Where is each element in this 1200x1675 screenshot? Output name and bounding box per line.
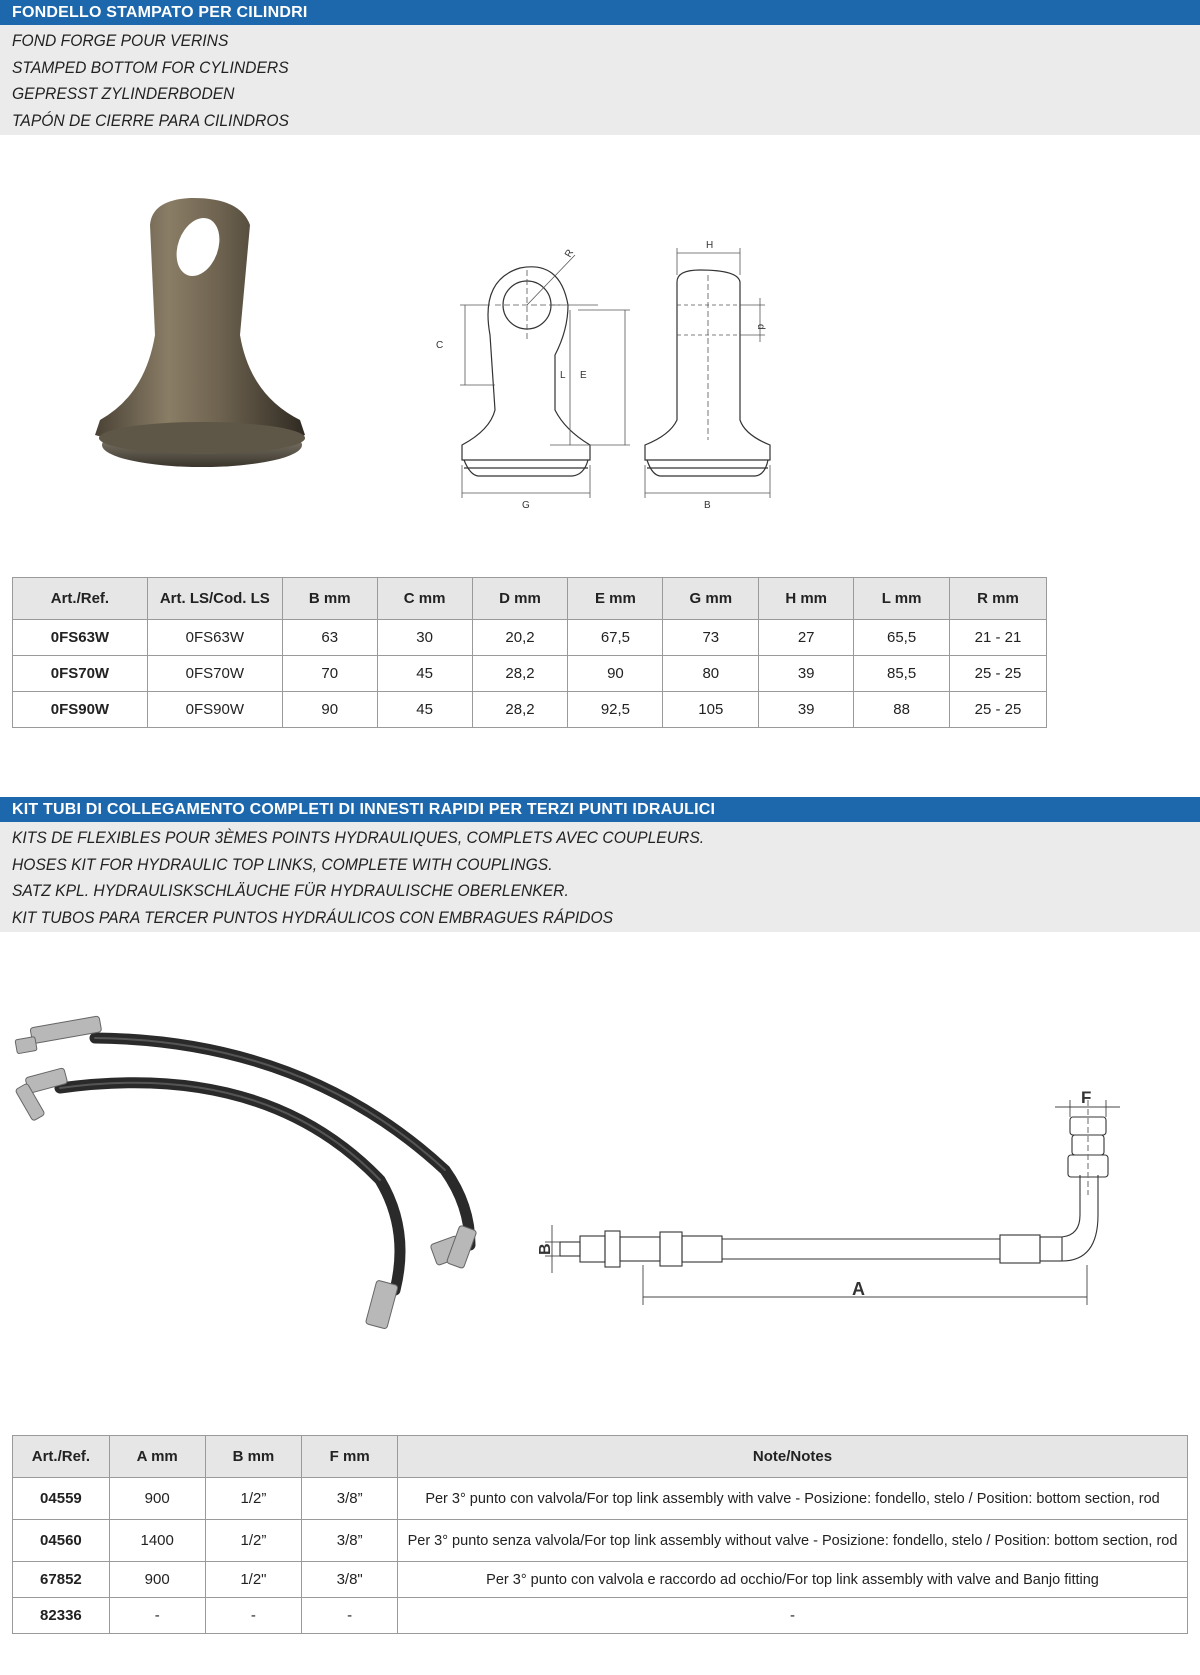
label-b: B — [704, 500, 711, 511]
spec-table-stamped-bottom — [12, 577, 1047, 728]
column-header: G mm — [663, 578, 759, 620]
label-c: C — [436, 340, 444, 351]
table-cell: 1/2” — [205, 1478, 302, 1520]
table-cell: 88 — [854, 692, 950, 728]
table-cell: 1/2" — [205, 1562, 302, 1598]
table-header-row — [13, 1436, 1188, 1478]
table-cell: 67852 — [13, 1562, 110, 1598]
label-f: F — [1081, 1088, 1092, 1107]
table-row — [13, 620, 1047, 656]
table-cell: 39 — [759, 656, 854, 692]
table-row — [13, 1562, 1188, 1598]
column-header: B mm — [205, 1436, 302, 1478]
column-header: H mm — [759, 578, 854, 620]
section1-subtitle-en: STAMPED BOTTOM FOR CYLINDERS — [12, 57, 289, 77]
table-cell: 21 - 21 — [950, 620, 1047, 656]
table-row — [13, 1478, 1188, 1520]
section2-subtitle-en: HOSES KIT FOR HYDRAULIC TOP LINKS, COMPLETE WITH COUPLINGS. — [12, 854, 553, 874]
section2-subtitle-de: SATZ KPL. HYDRAULISKSCHLÄUCHE FÜR HYDRAULISCHE OBERLENKER. — [12, 881, 569, 900]
label-a: A — [852, 1279, 865, 1299]
table-cell: 73 — [663, 620, 759, 656]
table-row — [13, 692, 1047, 728]
table-header-row — [13, 578, 1047, 620]
section2-title: KIT TUBI DI COLLEGAMENTO COMPLETI DI INNESTI RAPIDI PER TERZI PUNTI IDRAULICI — [0, 797, 1200, 822]
column-header: F mm — [302, 1436, 398, 1478]
table-cell: 80 — [663, 656, 759, 692]
column-header: B mm — [282, 578, 377, 620]
table-row — [13, 1520, 1188, 1562]
table-cell: 25 - 25 — [950, 656, 1047, 692]
column-header: Art./Ref. — [13, 578, 148, 620]
table-cell: 90 — [568, 656, 663, 692]
section1-subtitle-es: TAPÓN DE CIERRE PARA CILINDROS — [12, 110, 289, 130]
table-cell: 20,2 — [472, 620, 568, 656]
spec-table-hoses-kit — [12, 1435, 1188, 1634]
section1-subtitle-fr: FOND FORGE POUR VERINS — [12, 31, 229, 50]
label-g: G — [522, 500, 530, 511]
table-cell: - — [398, 1598, 1188, 1634]
table-cell: 39 — [759, 692, 854, 728]
column-header: C mm — [377, 578, 472, 620]
table-cell: Per 3° punto con valvola e raccordo ad occhio/For top link assembly with valve and Banjo fitting — [398, 1562, 1188, 1598]
label-d: d — [755, 324, 766, 330]
label-r: R — [563, 247, 577, 260]
table-cell: 45 — [377, 656, 472, 692]
hose-technical-drawing — [537, 1088, 1110, 1325]
column-header: Note/Notes — [398, 1436, 1188, 1478]
column-header: Art./Ref. — [13, 1436, 110, 1478]
label-e: E — [580, 370, 587, 381]
table-cell: 67,5 — [568, 620, 663, 656]
table-cell: 92,5 — [568, 692, 663, 728]
table-cell: 63 — [282, 620, 377, 656]
section2-subtitle-fr: KITS DE FLEXIBLES POUR 3ÈMES POINTS HYDRAULIQUES, COMPLETS AVEC COUPLEURS. — [12, 828, 705, 847]
table-cell: 3/8” — [302, 1520, 398, 1562]
label-h: H — [706, 240, 714, 251]
table-cell: 3/8" — [302, 1562, 398, 1598]
table-cell: 1400 — [109, 1520, 205, 1562]
table-cell: 04559 — [13, 1478, 110, 1520]
table-cell: 04560 — [13, 1520, 110, 1562]
table-cell: 90 — [282, 692, 377, 728]
table-cell: 0FS63W — [13, 620, 148, 656]
table-cell: 900 — [109, 1478, 205, 1520]
table-cell: 1/2” — [205, 1520, 302, 1562]
column-header: L mm — [854, 578, 950, 620]
section2-subtitle-es: KIT TUBOS PARA TERCER PUNTOS HYDRÁULICOS CON EMBRAGUES RÁPIDOS — [12, 907, 614, 927]
table-row — [13, 656, 1047, 692]
table-cell: 0FS70W — [147, 656, 282, 692]
stamped-bottom-side-drawing — [640, 240, 800, 510]
table-cell: - — [109, 1598, 205, 1634]
table-cell: Per 3° punto senza valvola/For top link assembly without valve - Posizione: fondello, stelo / Position: bottom section, rod — [398, 1520, 1188, 1562]
table-cell: 45 — [377, 692, 472, 728]
column-header: D mm — [472, 578, 568, 620]
table-cell: 0FS63W — [147, 620, 282, 656]
table-cell: 85,5 — [854, 656, 950, 692]
table-cell: 3/8” — [302, 1478, 398, 1520]
table-cell: 30 — [377, 620, 472, 656]
section1-title: FONDELLO STAMPATO PER CILINDRI — [0, 0, 1200, 25]
table-cell: 0FS70W — [13, 656, 148, 692]
label-b: B — [537, 1243, 554, 1255]
label-l: L — [560, 370, 566, 381]
table-cell: 70 — [282, 656, 377, 692]
table-cell: 0FS90W — [13, 692, 148, 728]
column-header: Art. LS/Cod. LS — [147, 578, 282, 620]
table-cell: 27 — [759, 620, 854, 656]
table-cell: 900 — [109, 1562, 205, 1598]
column-header: R mm — [950, 578, 1047, 620]
table-cell: 25 - 25 — [950, 692, 1047, 728]
table-cell: 105 — [663, 692, 759, 728]
section2-subtitles — [0, 822, 1200, 932]
table-cell: 0FS90W — [147, 692, 282, 728]
table-cell: Per 3° punto con valvola/For top link assembly with valve - Posizione: fondello, stelo / Position: bottom section, rod — [398, 1478, 1188, 1520]
stamped-bottom-photo — [90, 195, 330, 495]
column-header: A mm — [109, 1436, 205, 1478]
hoses-kit-photo — [5, 1020, 505, 1340]
section1-subtitle-de: GEPRESST ZYLINDERBODEN — [12, 84, 235, 103]
stamped-bottom-front-drawing — [436, 240, 640, 511]
table-cell: - — [302, 1598, 398, 1634]
section1-subtitles — [0, 25, 1200, 135]
column-header: E mm — [568, 578, 663, 620]
table-cell: - — [205, 1598, 302, 1634]
table-cell: 28,2 — [472, 692, 568, 728]
table-cell: 65,5 — [854, 620, 950, 656]
table-cell: 28,2 — [472, 656, 568, 692]
table-row — [13, 1598, 1188, 1634]
table-cell: 82336 — [13, 1598, 110, 1634]
